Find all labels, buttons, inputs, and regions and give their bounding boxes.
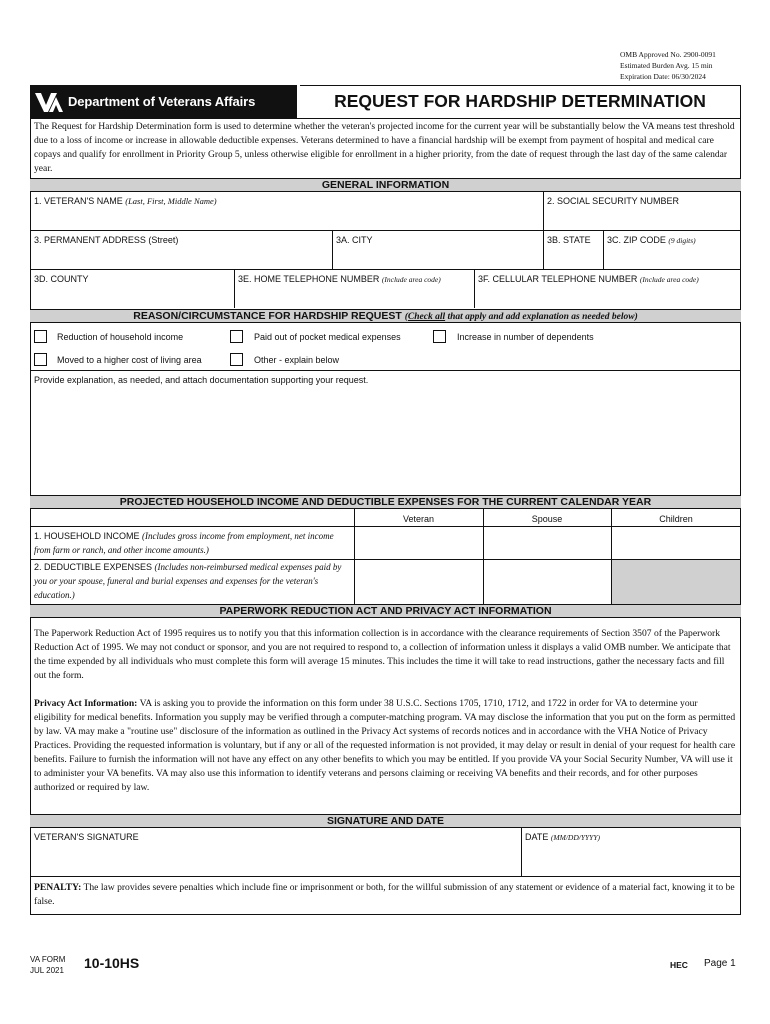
ssn-label: 2. SOCIAL SECURITY NUMBER [547,196,680,206]
deductible-expenses-children-shaded [612,560,740,604]
column-veteran: Veteran [402,514,435,524]
county-field[interactable] [34,274,89,284]
household-income-label: 1. HOUSEHOLD INCOME [34,531,143,541]
option-medical-expenses: Paid out of pocket medical expenses [254,332,401,342]
home-phone-hint: (Include area code) [381,275,441,284]
explanation-field[interactable] [34,375,368,385]
privacy-heading: PAPERWORK REDUCTION ACT AND PRIVACY ACT INFORMATION [30,604,741,618]
column-children: Children [659,514,693,524]
deductible-expenses-row [34,560,352,602]
checkbox-dependents[interactable] [433,330,446,343]
option-cost-of-living: Moved to a higher cost of living area [57,355,202,365]
omb-info [620,49,760,82]
state-field[interactable] [547,235,591,245]
reason-heading-text: REASON/CIRCUMSTANCE FOR HARDSHIP REQUEST [133,310,405,322]
zip-hint: (9 digits) [668,236,696,245]
option-other: Other - explain below [254,355,340,365]
omb-burden: Estimated Burden Avg. 15 min [620,61,713,70]
checkbox-reduction-income[interactable] [34,330,47,343]
zip-field[interactable] [607,235,696,245]
va-logo [30,85,297,118]
veteran-name-field[interactable] [34,196,217,206]
explanation-label: Provide explanation, as needed, and attach documentation supporting your request. [34,375,369,385]
household-income-children-input[interactable] [612,527,740,559]
cell-phone-label: 3F. CELLULAR TELEPHONE NUMBER [478,274,640,284]
veteran-signature-label: VETERAN'S SIGNATURE [34,832,139,842]
zip-label: 3C. ZIP CODE [607,235,669,245]
income-heading: PROJECTED HOUSEHOLD INCOME AND DEDUCTIBLE EXPENSES FOR THE CURRENT CALENDAR YEAR [30,495,741,509]
option-dependents: Increase in number of dependents [457,332,594,342]
address-field[interactable] [34,235,178,245]
checkbox-medical-expenses[interactable] [230,330,243,343]
veteran-name-hint: (Last, First, Middle Name) [125,196,217,206]
privacy-act-label: Privacy Act Information: [34,698,138,709]
household-income-row [34,529,352,557]
checkbox-cost-of-living[interactable] [34,353,47,366]
va-seal-icon [34,91,64,113]
deductible-expenses-label: 2. DEDUCTIBLE EXPENSES [34,562,155,572]
state-label: 3B. STATE [547,235,591,245]
footer-page-number: Page 1 [704,958,736,969]
city-field[interactable] [336,235,373,245]
penalty-label: PENALTY: [34,882,82,893]
omb-number: OMB Approved No. 2900-0091 [620,50,716,59]
penalty-text [34,881,737,909]
household-income-veteran-input[interactable] [355,527,483,559]
general-info-heading: GENERAL INFORMATION [30,178,741,192]
veteran-name-label: 1. VETERAN'S NAME [34,196,126,206]
option-reduction-income: Reduction of household income [57,332,184,342]
veteran-signature-field[interactable] [34,832,139,842]
date-field[interactable] [525,832,600,842]
deductible-expenses-veteran-input[interactable] [355,560,483,604]
date-hint: (MM/DD/YYYY) [550,833,601,842]
household-income-spouse-input[interactable] [484,527,611,559]
cell-phone-field[interactable] [478,274,699,284]
department-name: Department of Veterans Affairs [68,94,256,109]
ssn-field[interactable] [547,196,679,206]
footer-date: JUL 2021 [30,966,64,975]
omb-expiration: Expiration Date: 06/30/2024 [620,72,706,81]
form-header [30,85,741,118]
penalty-body: The law provides severe penalties which include fine or imprisonment or both, for the willful submission of any statement or evidence of a material fact, knowing it to be false. [34,882,735,907]
deductible-expenses-hint: (Includes non-reimbursed medical expenses paid by you or your spouse, funeral and burial expenses and expenses for the veteran's education.) [34,562,342,600]
form-title: REQUEST FOR HARDSHIP DETERMINATION [300,85,741,118]
footer-form-number: 10-10HS [84,955,140,971]
intro-text: The Request for Hardship Determination form is used to determine whether the veteran's projected income for the current year will be substantially below the VA means test threshold due to a loss of income or increase in allowable deductible expenses. Veterans determined to have a financial hardship will be exempt from payment of hospital and medical care copays and qualify for enrollment in Priority Group 5, unless otherwise eligible for enrollment in a higher priority, from the date of request through the last day of the same calendar year. [34,121,735,174]
address-hint: (Street) [148,235,179,245]
cell-phone-hint: (Include area code) [639,275,699,284]
paperwork-reduction-text: The Paperwork Reduction Act of 1995 requires us to notify you that this information collection is in accordance with the clearance requirements of Section 3507 of the Paperwork Reduction Act of 1995. We may not conduct or sponsor, and you are not required to respond to, a collection of information unless it displays a valid OMB number. We anticipate that the time expended by all individuals who must complete this form will average 15 minutes. This includes the time it will take to read instructions, gather the necessary facts and fill out the form. [34,628,731,681]
date-label: DATE [525,832,551,842]
signature-heading: SIGNATURE AND DATE [30,814,741,828]
address-label: 3. PERMANENT ADDRESS [34,235,149,245]
column-spouse: Spouse [531,514,563,524]
checkbox-other[interactable] [230,353,243,366]
privacy-act-body: VA is asking you to provide the information on this form under 38 U.S.C. Sections 1705, 1710, 1712, and 1722 in order for VA to determine your eligibility for medical benefits. Information you supply may be verified through a computer-matching program. VA may disclose the information that you put on the form as permitted by law. VA may make a "routine use" disclosure of the information as outlined in the Privacy Act systems of records notices and in accordance with the VHA Notice of Privacy Practices. Providing the requested information is voluntary, but if any or all of the requested information is not provided, it may delay or result in denial of your request for health care benefits. Failure to furnish the information will not have any effect on any other benefits to which you may be entitled. If you provide VA your Social Security Number, VA will use it to administer your VA benefits. VA may also use this information to identify veterans and persons claiming or receiving VA benefits and their records, and for other purposes authorized or required by law. [34,698,736,793]
home-phone-field[interactable] [238,274,441,284]
deductible-expenses-spouse-input[interactable] [484,560,611,604]
reason-heading: REASON/CIRCUMSTANCE FOR HARDSHIP REQUEST (Check all that apply and add explanation as needed below) [30,309,741,323]
county-label: 3D. COUNTY [34,274,89,284]
privacy-act-text [34,697,737,795]
footer-hec: HEC [670,960,688,970]
household-income-hint: (Includes gross income from employment, net income from farm or ranch, and other income amounts.) [34,531,334,555]
city-label: 3A. CITY [336,235,373,245]
check-all-emphasis: Check all [407,312,446,322]
footer-va-form: VA FORM [30,955,66,964]
home-phone-label: 3E. HOME TELEPHONE NUMBER [238,274,382,284]
